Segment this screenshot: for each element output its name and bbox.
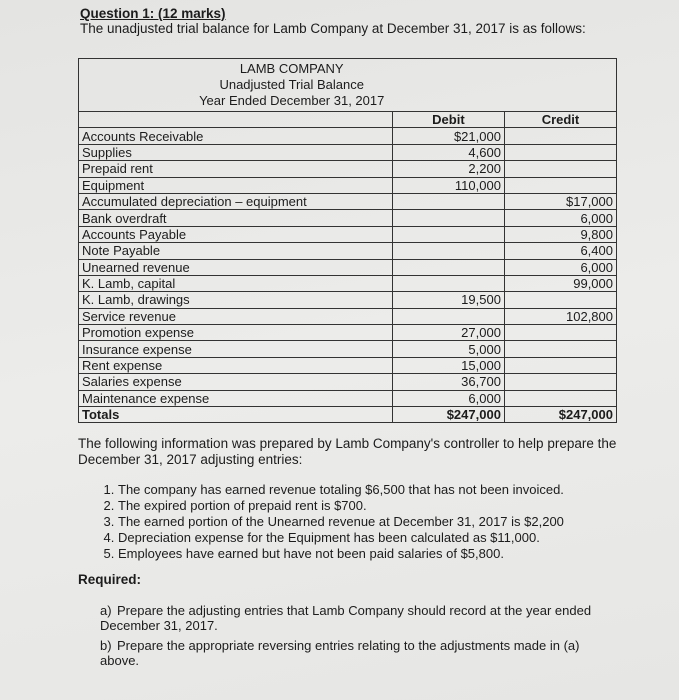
- required-item-a: [100, 603, 600, 633]
- total-credit: $247,000: [504, 407, 616, 423]
- account-name: Accounts Receivable: [79, 128, 393, 144]
- account-name: Unearned revenue: [79, 259, 393, 275]
- credit-amount: 6,000: [504, 210, 616, 226]
- debit-amount: 27,000: [392, 325, 504, 341]
- credit-amount: $17,000: [504, 193, 616, 209]
- required-heading: Required:: [78, 572, 142, 587]
- credit-amount: [504, 161, 616, 177]
- item-text: Prepare the appropriate reversing entries relating to the adjustments made in (a) above.: [100, 638, 580, 668]
- debit-amount: 4,600: [392, 144, 504, 160]
- question-intro: The unadjusted trial balance for Lamb Company at December 31, 2017 is as follows:: [80, 21, 586, 36]
- debit-amount: [392, 308, 504, 324]
- credit-amount: 102,800: [504, 308, 616, 324]
- statement-period: Year Ended December 31, 2017: [199, 93, 385, 108]
- debit-amount: [392, 226, 504, 242]
- account-name: Prepaid rent: [79, 161, 393, 177]
- debit-amount: 5,000: [392, 341, 504, 357]
- account-name: Insurance expense: [79, 341, 393, 357]
- debit-amount: 110,000: [392, 177, 504, 193]
- credit-amount: [504, 325, 616, 341]
- totals-label: Totals: [79, 407, 393, 423]
- info-text: The following information was prepared by Lamb Company's controller to help prepare the December 31, 2017 adjusting entries:: [78, 436, 617, 467]
- account-name: Supplies: [79, 144, 393, 160]
- table-row: [79, 292, 617, 308]
- table-row: [79, 325, 617, 341]
- table-row: [79, 243, 617, 259]
- credit-amount: [504, 144, 616, 160]
- table-row: [79, 128, 617, 144]
- table-row: [79, 226, 617, 242]
- account-name: Accounts Payable: [79, 226, 393, 242]
- credit-amount: 6,000: [504, 259, 616, 275]
- account-name: Rent expense: [79, 357, 393, 373]
- table-row: [79, 357, 617, 373]
- debit-amount: [392, 243, 504, 259]
- table-row: [79, 374, 617, 390]
- credit-amount: [504, 292, 616, 308]
- credit-amount: 99,000: [504, 275, 616, 291]
- table-row: [79, 161, 617, 177]
- debit-amount: [392, 193, 504, 209]
- table-row: [79, 177, 617, 193]
- totals-row: [79, 407, 617, 423]
- account-name: Salaries expense: [79, 374, 393, 390]
- credit-amount: [504, 390, 616, 406]
- account-name: K. Lamb, capital: [79, 275, 393, 291]
- debit-amount: $21,000: [392, 128, 504, 144]
- account-name: Accumulated depreciation – equipment: [79, 193, 393, 209]
- credit-amount: [504, 357, 616, 373]
- account-name: Promotion expense: [79, 325, 393, 341]
- table-row: [79, 210, 617, 226]
- adjustment-item: 2. The expired portion of prepaid rent is $700.: [118, 498, 564, 514]
- table-row: [79, 259, 617, 275]
- adjustment-item: 3. The earned portion of the Unearned revenue at December 31, 2017 is $2,200: [118, 514, 564, 530]
- table-row: [79, 390, 617, 406]
- item-text: Prepare the adjusting entries that Lamb Company should record at the year ended December 31, 2017.: [100, 603, 592, 633]
- statement-name: Unadjusted Trial Balance: [219, 77, 364, 92]
- account-name: Bank overdraft: [79, 210, 393, 226]
- account-name: Maintenance expense: [79, 390, 393, 406]
- table-row: [79, 144, 617, 160]
- company-name: LAMB COMPANY: [239, 61, 344, 76]
- debit-amount: 36,700: [392, 374, 504, 390]
- table-row: [79, 193, 617, 209]
- question-title: Question 1: (12 marks): [80, 6, 226, 21]
- adjustment-item: 1. The company has earned revenue totaling $6,500 that has not been invoiced.: [118, 482, 564, 498]
- debit-amount: 19,500: [392, 292, 504, 308]
- credit-header: Credit: [504, 112, 616, 128]
- debit-amount: 15,000: [392, 357, 504, 373]
- debit-amount: 2,200: [392, 161, 504, 177]
- credit-amount: [504, 374, 616, 390]
- account-name: K. Lamb, drawings: [79, 292, 393, 308]
- table-row: [79, 308, 617, 324]
- account-name: Note Payable: [79, 243, 393, 259]
- required-item-b: [100, 638, 600, 668]
- debit-amount: [392, 275, 504, 291]
- account-name: Service revenue: [79, 308, 393, 324]
- debit-amount: [392, 259, 504, 275]
- adjustments-list: [100, 482, 564, 562]
- trial-balance-table: [78, 58, 617, 423]
- credit-amount: [504, 341, 616, 357]
- column-header-row: [79, 112, 617, 128]
- debit-amount: 6,000: [392, 390, 504, 406]
- credit-amount: [504, 128, 616, 144]
- table-row: [79, 275, 617, 291]
- item-marker: b): [100, 638, 112, 653]
- account-name: Equipment: [79, 177, 393, 193]
- credit-amount: 6,400: [504, 243, 616, 259]
- adjustment-item: 5. Employees have earned but have not been paid salaries of $5,800.: [118, 546, 564, 562]
- credit-amount: 9,800: [504, 226, 616, 242]
- debit-amount: [392, 210, 504, 226]
- debit-header: Debit: [392, 112, 504, 128]
- item-marker: a): [100, 603, 112, 618]
- credit-amount: [504, 177, 616, 193]
- table-row: [79, 341, 617, 357]
- total-debit: $247,000: [392, 407, 504, 423]
- adjustment-item: 4. Depreciation expense for the Equipment has been calculated as $11,000.: [118, 530, 564, 546]
- table-title-row: [79, 59, 617, 112]
